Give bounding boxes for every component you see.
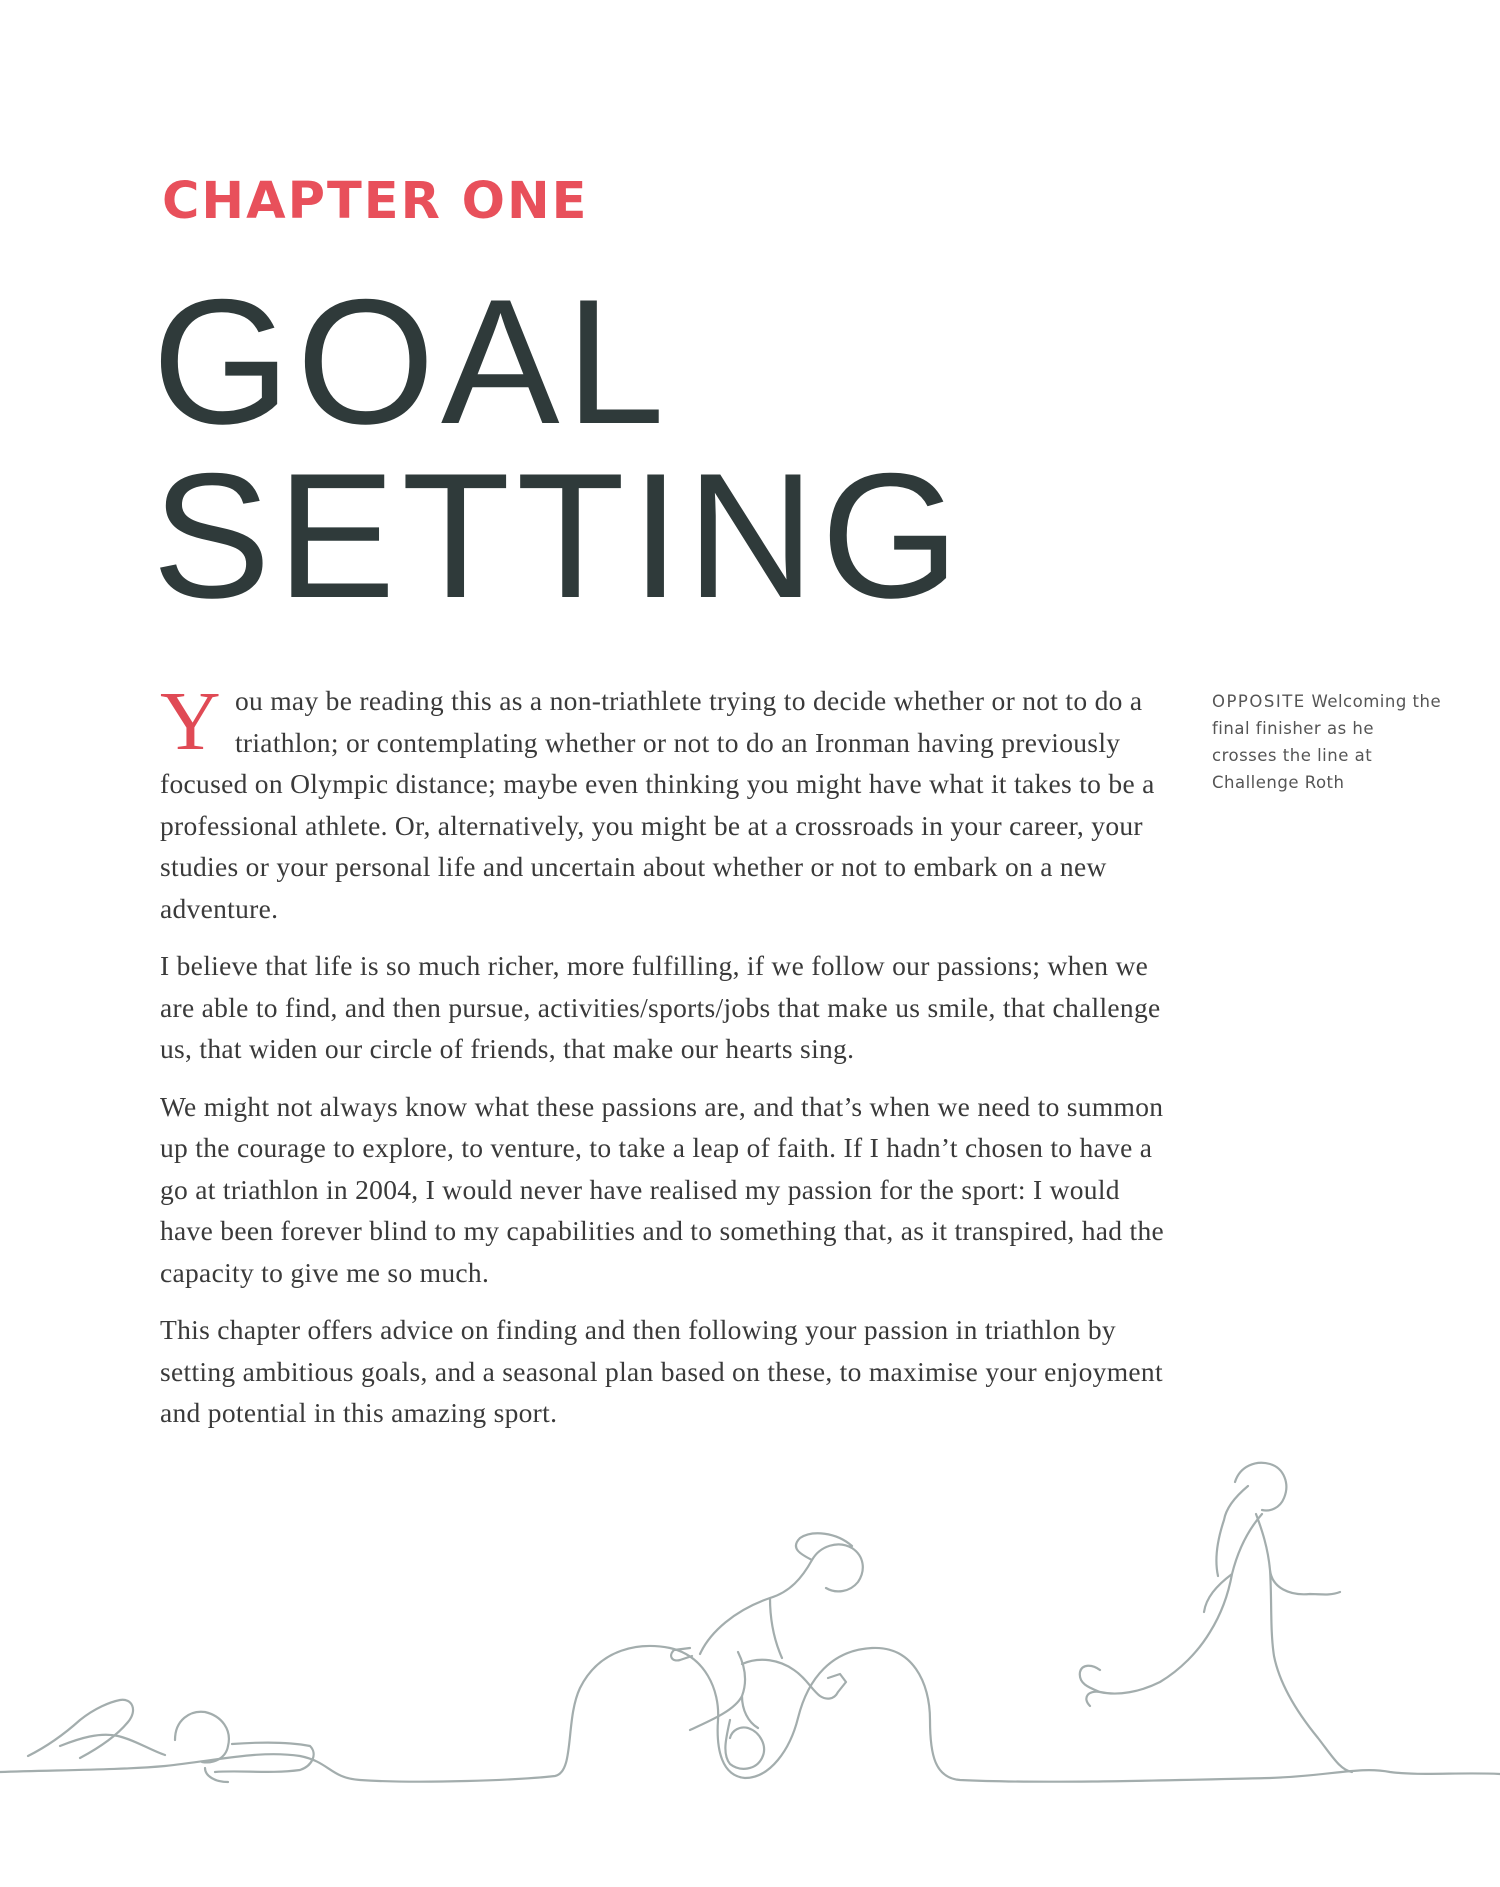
body-text [160, 675, 1170, 1450]
paragraph-2: I believe that life is so much richer, more fulfilling, if we follow our passions; when we are able to find, and then pursue, activities/sports/jobs that make us smile, that challenge us, that widen our circle of friends, that make our hearts sing. [160, 950, 1161, 1064]
paragraph-1 [160, 675, 1170, 929]
drop-cap: Y [160, 675, 221, 768]
chapter-label: CHAPTER ONE [162, 172, 589, 231]
swim-bike-run-line-illustration-icon [0, 1420, 1500, 1800]
paragraph-4: This chapter offers advice on finding and then following your passion in triathlon by setting ambitious goals, and a seasonal plan based on these, to maximise your enjoyment and potential in this amazing sport. [160, 1314, 1163, 1428]
ground-line [0, 1646, 1500, 1782]
chapter-title-line-2: SETTING [152, 436, 966, 635]
photo-caption [1212, 688, 1442, 796]
caption-lead: OPPOSITE [1212, 692, 1306, 711]
paragraph-3: We might not always know what these passions are, and that’s when we need to summon up the courage to explore, to venture, to take a leap of faith. If I hadn’t chosen to have a go at triathlon in 2004, I would never have realised my passion for the sport: I would have been forever blind to my capabilities and to something that, as it transpired, had the capacity to give me so much. [160, 1090, 1165, 1288]
chapter-title-line-1: GOAL [152, 262, 671, 461]
caption-text: Welcoming the final finisher as he crosses the line at Challenge Roth [1212, 692, 1442, 792]
chapter-title [152, 262, 966, 635]
cyclist-outline [671, 1533, 863, 1768]
paragraph-1-text: ou may be reading this as a non-triathlete trying to decide whether or not to do a triathlon; or contemplating whether or not to do an Ironman having previously focused on Olympic distance; maybe even thinking you might have what it takes to be a professional athlete. Or, alternatively, you might be at a crossroads in your career, your studies or your personal life and uncertain about whether or not to embark on a new adventure. [160, 685, 1155, 924]
runner-outline [1080, 1463, 1352, 1772]
